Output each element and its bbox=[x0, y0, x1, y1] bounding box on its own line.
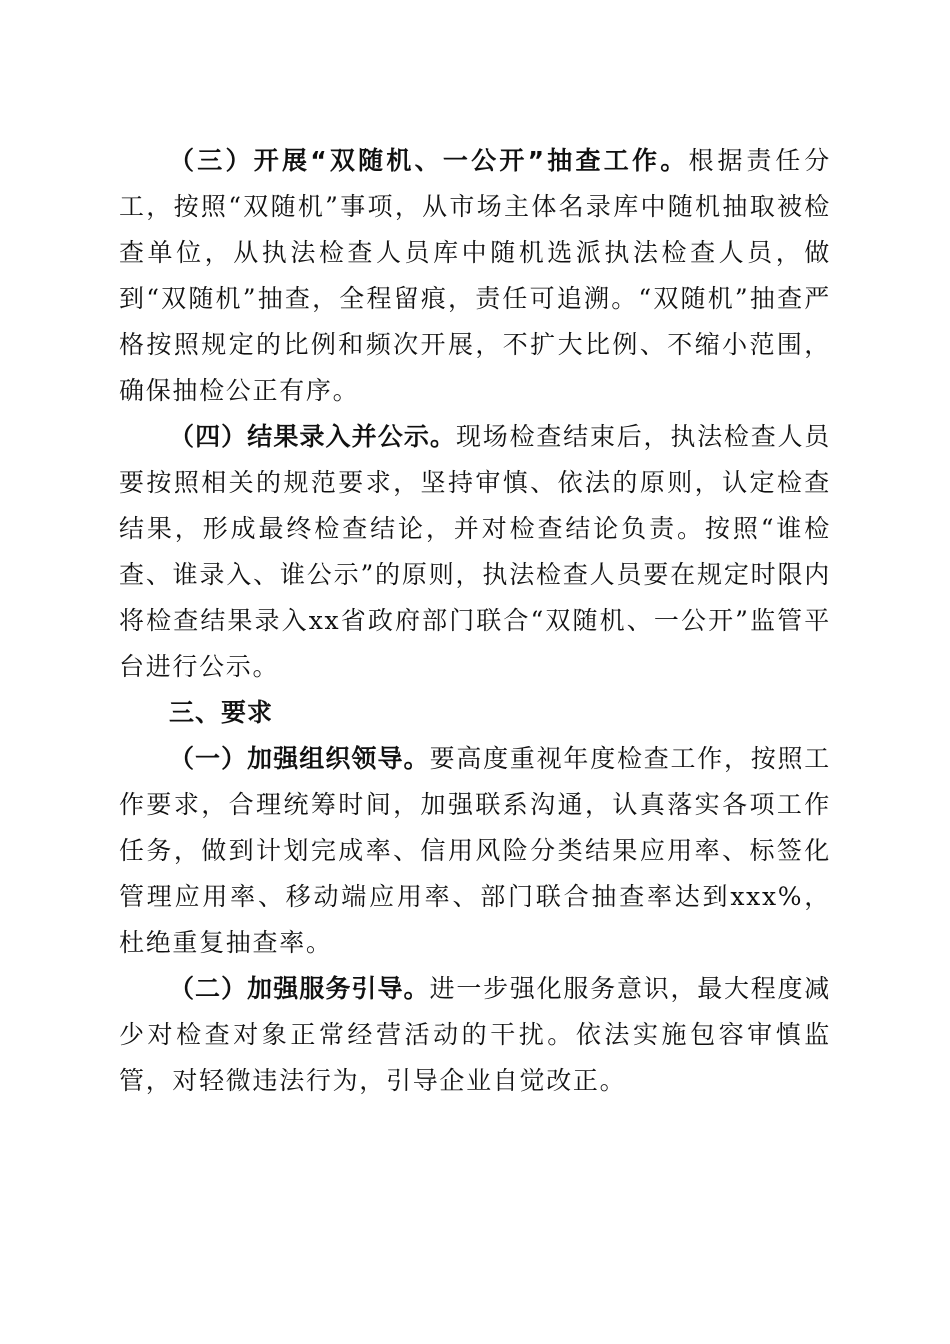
paragraph-lead: （三）开展“双随机、一公开”抽查工作。 bbox=[169, 146, 689, 175]
paragraph-lead: （二）加强服务引导。 bbox=[169, 974, 430, 1003]
paragraph-double-random-inspection bbox=[119, 138, 831, 414]
paragraph-strengthen-leadership bbox=[119, 736, 831, 966]
paragraph-text: 要高度重视年度检查工作，按照工作要求，合理统筹时间，加强联系沟通，认真落实各项工作任务，做到计划完成率、信用风险分类结果应用率、标签化管理应用率、移动端应用率、部门联合抽查率达到xxx%，杜绝重复抽查率。 bbox=[119, 744, 831, 957]
document-body bbox=[119, 138, 831, 1104]
paragraph-text: 现场检查结束后，执法检查人员要按照相关的规范要求，坚持审慎、依法的原则，认定检查结果，形成最终检查结论，并对检查结论负责。按照“谁检查、谁录入、谁公示”的原则，执法检查人员要在规定时限内将检查结果录入xx省政府部门联合“双随机、一公开”监管平台进行公示。 bbox=[119, 422, 831, 681]
paragraph-text: 根据责任分工，按照“双随机”事项，从市场主体名录库中随机抽取被检查单位，从执法检查人员库中随机选派执法检查人员，做到“双随机”抽查，全程留痕，责任可追溯。“双随机”抽查严格按照规定的比例和频次开展，不扩大比例、不缩小范围，确保抽检公正有序。 bbox=[119, 146, 831, 405]
paragraph-result-entry-publicity bbox=[119, 414, 831, 690]
paragraph-text: 进一步强化服务意识，最大程度减少对检查对象正常经营活动的干扰。依法实施包容审慎监管，对轻微违法行为，引导企业自觉改正。 bbox=[119, 974, 831, 1095]
paragraph-strengthen-service bbox=[119, 966, 831, 1104]
section-heading-requirements: 三、要求 bbox=[169, 698, 274, 727]
paragraph-lead: （四）结果录入并公示。 bbox=[169, 422, 456, 451]
paragraph-lead: （一）加强组织领导。 bbox=[169, 744, 430, 773]
